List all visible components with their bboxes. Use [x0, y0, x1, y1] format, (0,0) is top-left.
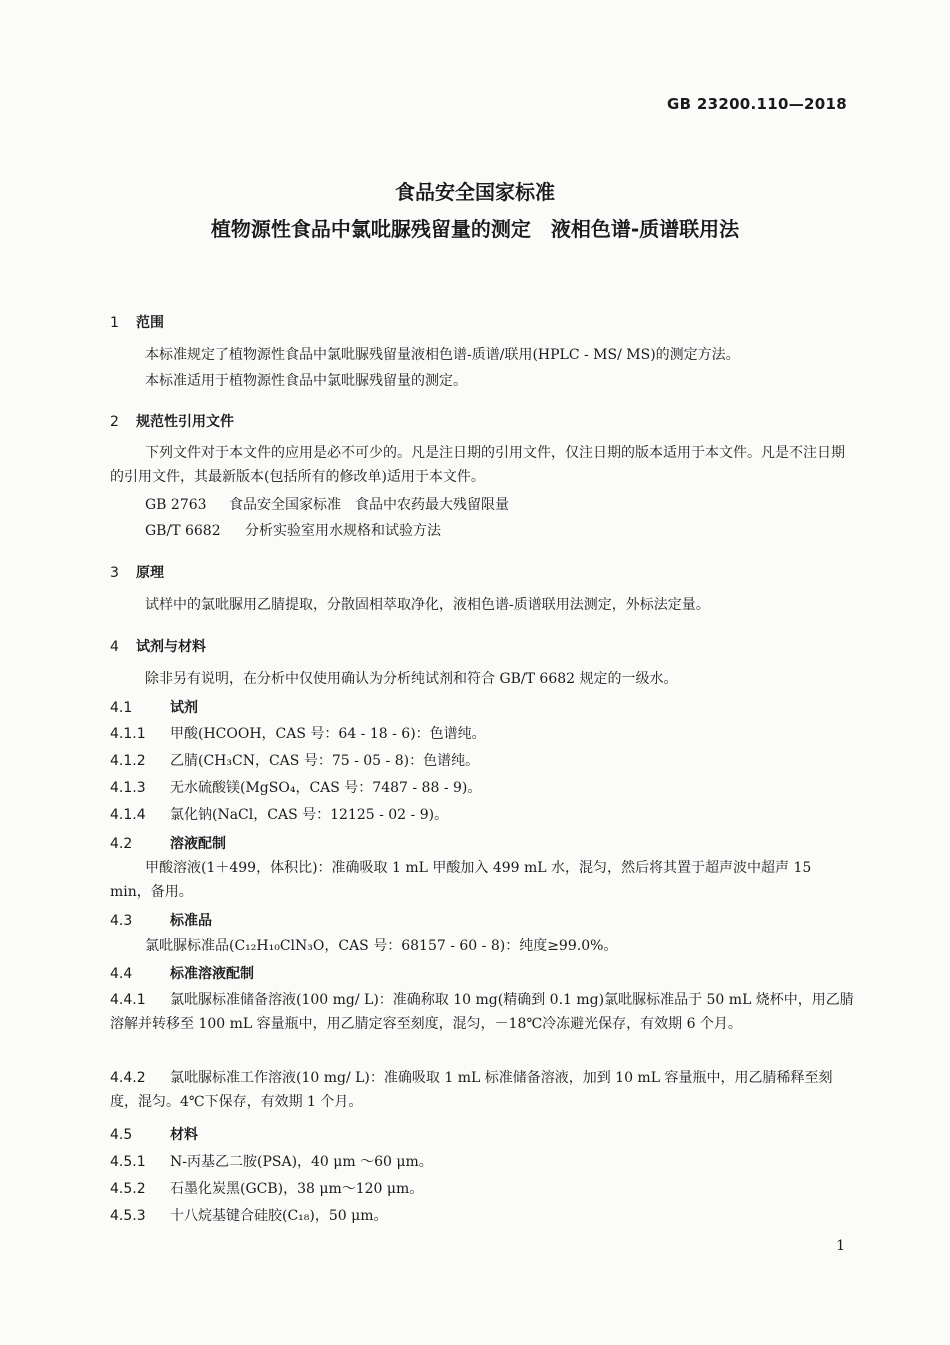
reference-title: 分析实验室用水规格和试验方法 [245, 523, 441, 539]
subsection-4-5-heading [110, 1124, 198, 1144]
section-1-heading [110, 312, 164, 332]
item-text: 甲酸(HCOOH，CAS 号：64 - 18 - 6)：色谱纯。 [170, 726, 486, 742]
section-1-paragraph-1: 本标准规定了植物源性食品中氯吡脲残留量液相色谱-质谱/联用(HPLC - MS/ MS)的测定方法。 [145, 347, 740, 363]
subsection-number: 4.3 [110, 913, 133, 929]
list-item [110, 750, 479, 770]
reference-code: GB 2763 [145, 497, 207, 513]
item-text: 无水硫酸镁(MgSO₄，CAS 号：7487 - 88 - 9)。 [170, 780, 482, 796]
section-number: 4 [110, 639, 119, 655]
title-line-2: 植物源性食品中氯吡脲残留量的测定 液相色谱-质谱联用法 [210, 217, 740, 241]
subsection-title: 试剂 [170, 700, 198, 716]
list-item [110, 1066, 854, 1114]
item-number: 4.1.1 [110, 726, 146, 742]
subsection-title: 溶液配制 [170, 836, 226, 852]
section-title: 规范性引用文件 [136, 414, 234, 430]
section-2-heading [110, 411, 234, 431]
item-number: 4.5.1 [110, 1154, 146, 1170]
subsection-4-4-heading [110, 963, 254, 983]
section-3-paragraph-1: 试样中的氯吡脲用乙腈提取，分散固相萃取净化，液相色谱-质谱联用法测定，外标法定量。 [145, 597, 710, 613]
section-1-paragraph-2: 本标准适用于植物源性食品中氯吡脲残留量的测定。 [145, 373, 467, 389]
item-number: 4.5.3 [110, 1208, 146, 1224]
section-title: 试剂与材料 [136, 639, 206, 655]
item-text: 乙腈(CH₃CN，CAS 号：75 - 05 - 8)：色谱纯。 [170, 753, 480, 769]
subsection-4-1-heading [110, 697, 198, 717]
subsection-title: 材料 [170, 1127, 198, 1143]
subsection-4-2-paragraph: 甲酸溶液(1＋499，体积比)：准确吸取 1 mL 甲酸加入 499 mL 水，混匀，然后将其置于超声波中超声 15 min，备用。 [110, 860, 812, 900]
item-text: 氯化钠(NaCl，CAS 号：12125 - 02 - 9)。 [170, 807, 449, 823]
subsection-4-2-heading [110, 833, 226, 853]
page-number: 1 [836, 1238, 845, 1254]
section-number: 1 [110, 315, 119, 331]
subsection-number: 4.2 [110, 836, 133, 852]
list-item [110, 1205, 388, 1225]
item-number: 4.5.2 [110, 1181, 146, 1197]
item-number: 4.1.2 [110, 753, 146, 769]
section-3-heading [110, 562, 164, 582]
section-2-paragraph-1: 下列文件对于本文件的应用是必不可少的。凡是注日期的引用文件，仅注日期的版本适用于本文件。凡是不注日期的引用文件，其最新版本(包括所有的修改单)适用于本文件。 [110, 445, 845, 485]
item-text: N-丙基乙二胺(PSA)，40 μm ～60 μm。 [170, 1154, 433, 1170]
section-title: 范围 [136, 315, 164, 331]
list-item [110, 804, 448, 824]
section-4-heading [110, 636, 206, 656]
normative-reference [145, 493, 509, 517]
list-item [110, 777, 481, 797]
subsection-title: 标准品 [170, 913, 212, 929]
subsection-title: 标准溶液配制 [170, 966, 254, 982]
section-number: 2 [110, 414, 119, 430]
item-number: 4.4.2 [110, 1070, 146, 1086]
reference-code: GB/T 6682 [145, 523, 221, 539]
standard-code: GB 23200.110—2018 [666, 95, 847, 113]
item-number: 4.1.4 [110, 807, 146, 823]
list-item [110, 988, 854, 1036]
section-4-paragraph-1: 除非另有说明，在分析中仅使用确认为分析纯试剂和符合 GB/T 6682 规定的一级水。 [145, 671, 678, 687]
subsection-4-3-heading [110, 910, 212, 930]
item-text: 十八烷基键合硅胶(C₁₈)，50 μm。 [170, 1208, 388, 1224]
normative-reference [145, 519, 441, 543]
item-text: 石墨化炭黑(GCB)，38 μm～120 μm。 [170, 1181, 424, 1197]
subsection-number: 4.1 [110, 700, 133, 716]
section-title: 原理 [136, 565, 164, 581]
item-number: 4.4.1 [110, 992, 146, 1008]
reference-title: 食品安全国家标准 食品中农药最大残留限量 [229, 497, 509, 513]
item-text: 氯吡脲标准储备溶液(100 mg/ L)：准确称取 10 mg(精确到 0.1 mg)氯吡脲标准品于 50 mL 烧杯中，用乙腈溶解并转移至 100 mL 容量瓶中，用乙腈定容至刻度，混匀，－18℃冷冻避光保存，有效期 6 个月。 [110, 992, 854, 1032]
section-number: 3 [110, 565, 119, 581]
subsection-number: 4.5 [110, 1127, 133, 1143]
list-item [110, 1151, 433, 1171]
list-item [110, 1178, 423, 1198]
list-item [110, 723, 486, 743]
subsection-number: 4.4 [110, 966, 133, 982]
title-line-1: 食品安全国家标准 [395, 180, 555, 204]
item-text: 氯吡脲标准工作溶液(10 mg/ L)：准确吸取 1 mL 标准储备溶液，加到 10 mL 容量瓶中，用乙腈稀释至刻度，混匀。4℃下保存，有效期 1 个月。 [110, 1070, 833, 1110]
subsection-4-3-paragraph: 氯吡脲标准品(C₁₂H₁₀ClN₃O，CAS 号：68157 - 60 - 8)：纯度≥99.0%。 [145, 938, 618, 954]
item-number: 4.1.3 [110, 780, 146, 796]
